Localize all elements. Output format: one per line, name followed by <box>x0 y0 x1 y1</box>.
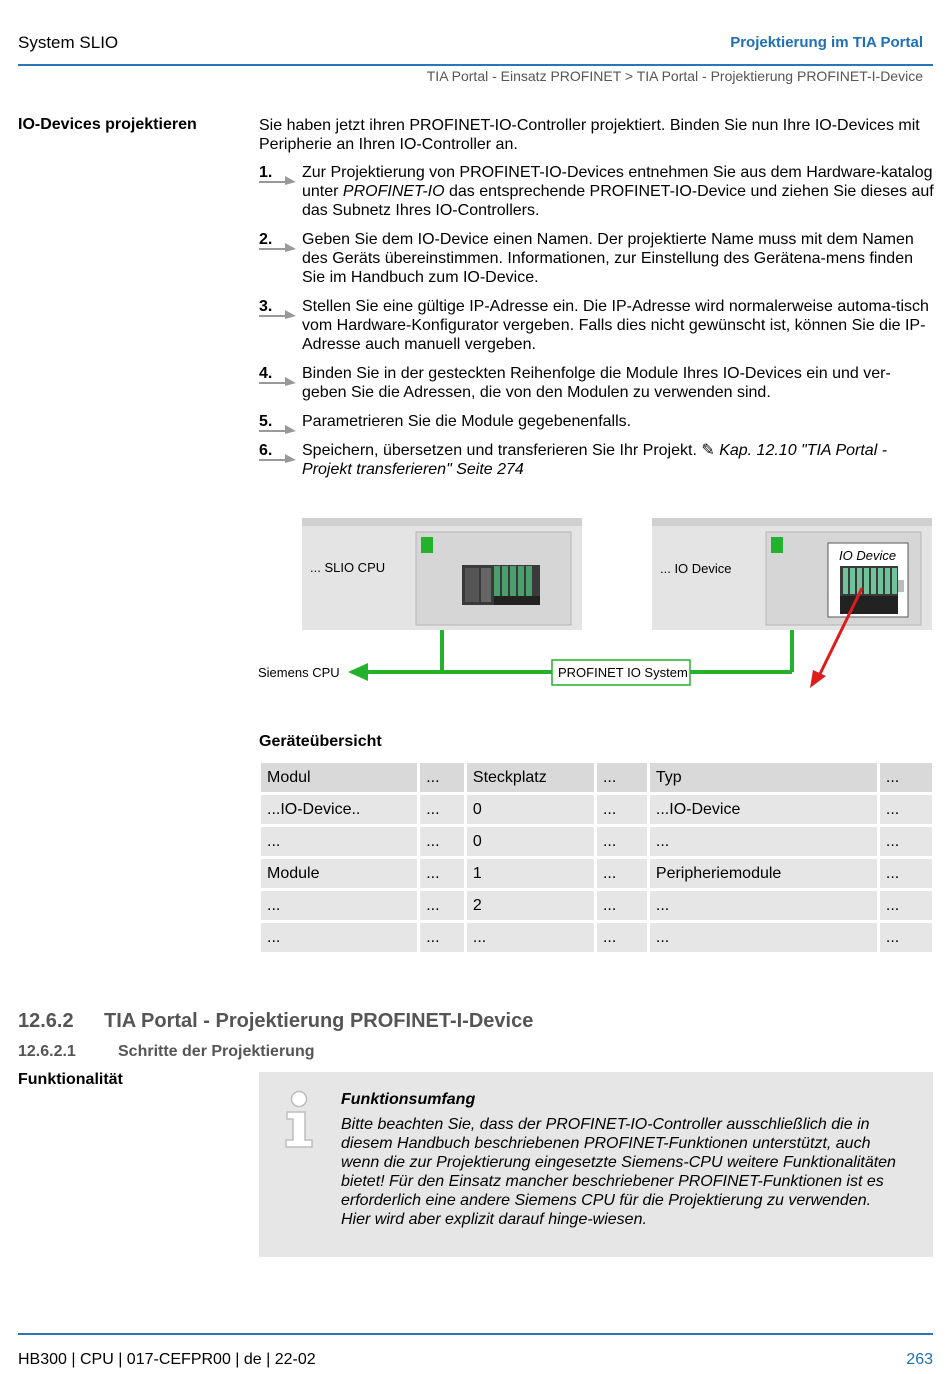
step-number: 5. <box>259 413 273 430</box>
table-row[interactable] <box>261 827 932 856</box>
step-emphasis: PROFINET-IO <box>342 183 445 200</box>
cell: ... <box>597 827 647 856</box>
cell: ... <box>420 827 464 856</box>
section-title: TIA Portal - Projektierung PROFINET-I-Device <box>104 1010 534 1032</box>
drag-arrow-head <box>810 670 826 688</box>
cell-steckplatz: 1 <box>467 859 594 888</box>
breadcrumb: TIA Portal - Einsatz PROFINET > TIA Portal - Projektierung PROFINET-I-Device <box>426 68 923 84</box>
step-text: Parametrieren Sie die Module gegebenenfalls. <box>302 413 632 430</box>
step-list <box>259 163 935 489</box>
step-6 <box>259 441 935 479</box>
cpu-panel-header <box>302 518 582 526</box>
step-number: 6. <box>259 442 273 459</box>
step-5 <box>259 412 935 431</box>
side-title-funktionalitaet: Funktionalität <box>18 1071 123 1088</box>
header-product: System SLIO <box>18 33 119 52</box>
cell: ... <box>880 859 932 888</box>
cell-steckplatz: 0 <box>467 827 594 856</box>
step-number: 3. <box>259 298 273 315</box>
cell: ... <box>880 795 932 824</box>
cell: ... <box>597 891 647 920</box>
step-text: das entsprechende PROFINET-IO-Device und ziehen Sie dieses auf das Subnetz Ihres IO-Controllers. <box>302 183 934 219</box>
step-2 <box>259 230 935 287</box>
step-text: Geben Sie dem IO-Device einen Namen. Der projektierte Name muss mit dem Namen des Geräts übereinstimmen. Informationen, zur Einstellung des Gerätena-mens finden Sie im Handbuch zum IO-Device. <box>302 231 914 286</box>
profinet-system-label: PROFINET IO System <box>558 665 688 680</box>
device-overview-table <box>258 760 935 955</box>
note-body: Bitte beachten Sie, dass der PROFINET-IO-Controller ausschließlich die in diesem Handbuch beschriebenen PROFINET-Funktionen unterstützt, auch wenn die zur Projektierung eingesetzte Siemens-CPU weitere Funktionalitäten bietet! Für den Einsatz mancher beschriebener PROFINET-Funktionen ist es erforderlich eine andere Siemens CPU für die Projektierung zu verwenden. Hier wird aber explizit darauf hinge-wiesen. <box>341 1116 896 1228</box>
step-arrow-icon <box>259 424 297 434</box>
cell: ... <box>420 891 464 920</box>
col-header-more[interactable]: ... <box>880 763 932 792</box>
col-header-typ[interactable]: Typ <box>650 763 877 792</box>
step-1 <box>259 163 935 220</box>
chapter-link[interactable]: Kap. 12.10 "TIA Portal - Projekt transferieren" Seite 274 <box>302 442 888 478</box>
step-number: 4. <box>259 365 273 382</box>
cell-modul: ...IO-Device.. <box>261 795 417 824</box>
col-header-more[interactable]: ... <box>420 763 464 792</box>
cell-typ: Peripheriemodule <box>650 859 877 888</box>
cell: ... <box>597 795 647 824</box>
col-header-steckplatz[interactable]: Steckplatz <box>467 763 594 792</box>
section-heading-12-6-2 <box>18 1010 533 1033</box>
subsection-number: 12.6.2.1 <box>18 1043 76 1060</box>
step-text: Stellen Sie eine gültige IP-Adresse ein. Die IP-Adresse wird normalerweise automa-tisch vom Hardware-Konfigurator vergeben. Falls dies nicht gewünscht ist, können Sie die IP-Adresse auch manuell vergeben. <box>302 298 929 353</box>
section-number: 12.6.2 <box>18 1010 74 1032</box>
device-overview-title: Geräteübersicht <box>259 733 382 750</box>
footer-document-id: HB300 | CPU | 017-CEFPR00 | de | 22-02 <box>18 1351 316 1368</box>
bus-arrow-head <box>348 663 368 681</box>
subsection-title: Schritte der Projektierung <box>118 1043 315 1060</box>
step-text: Binden Sie in der gesteckten Reihenfolge die Module Ihres IO-Devices ein und ver-geben Sie die Adressen, die von den Modulen zu verwenden sind. <box>302 365 891 401</box>
cell: ... <box>420 923 464 952</box>
io-module-icon <box>840 566 904 614</box>
step-text: Speichern, übersetzen und transferieren Sie Ihr Projekt. <box>302 442 702 459</box>
cell-steckplatz: 2 <box>467 891 594 920</box>
cell-typ: ... <box>650 923 877 952</box>
io-label: ... IO Device <box>660 561 732 576</box>
siemens-cpu-label: Siemens CPU <box>258 665 340 680</box>
cell-typ: ... <box>650 827 877 856</box>
cell-modul: ... <box>261 827 417 856</box>
profinet-diagram <box>250 510 940 720</box>
step-number: 2. <box>259 231 273 248</box>
step-4 <box>259 364 935 402</box>
cell: ... <box>420 795 464 824</box>
info-icon <box>281 1090 317 1150</box>
table-row[interactable] <box>261 891 932 920</box>
io-device-caption: IO Device <box>839 548 897 563</box>
note-title: Funktionsumfang <box>341 1091 476 1108</box>
page-number: 263 <box>906 1351 933 1368</box>
table-row[interactable] <box>261 795 932 824</box>
side-title-io-devices: IO-Devices projektieren <box>18 116 197 133</box>
cell-typ: ... <box>650 891 877 920</box>
cell-typ: ...IO-Device <box>650 795 877 824</box>
link-icon: ✎ <box>701 442 715 459</box>
cpu-module-icon <box>462 565 540 605</box>
step-arrow-icon <box>259 309 297 319</box>
footer-divider <box>18 1333 933 1335</box>
table-row[interactable] <box>261 923 932 952</box>
subsection-heading-12-6-2-1 <box>18 1043 315 1061</box>
col-header-modul[interactable]: Modul <box>261 763 417 792</box>
step-arrow-icon <box>259 242 297 252</box>
step-arrow-icon <box>259 376 297 386</box>
cpu-status-led <box>421 537 433 553</box>
cell: ... <box>420 859 464 888</box>
table-row[interactable] <box>261 859 932 888</box>
io-status-led <box>771 537 783 553</box>
col-header-more[interactable]: ... <box>597 763 647 792</box>
header-divider <box>18 64 933 66</box>
table-header-row <box>261 763 932 792</box>
cell-modul: ... <box>261 891 417 920</box>
step-text: Zur Projektierung von PROFINET-IO-Devices entnehmen Sie aus dem Hardware-katalog unter <box>302 164 933 200</box>
cell-steckplatz: ... <box>467 923 594 952</box>
cell: ... <box>880 827 932 856</box>
cpu-label: ... SLIO CPU <box>310 560 386 575</box>
header-chapter: Projektierung im TIA Portal <box>730 34 923 51</box>
cell-modul: Module <box>261 859 417 888</box>
info-note <box>259 1072 933 1257</box>
cell: ... <box>880 923 932 952</box>
cell: ... <box>880 891 932 920</box>
intro-paragraph: Sie haben jetzt ihren PROFINET-IO-Controller projektiert. Binden Sie nun Ihre IO-Devices mit Peripherie an Ihren IO-Controller an. <box>259 117 920 153</box>
cell: ... <box>597 923 647 952</box>
io-panel-header <box>652 518 932 526</box>
step-3 <box>259 297 935 354</box>
step-number: 1. <box>259 164 273 181</box>
cell-steckplatz: 0 <box>467 795 594 824</box>
step-arrow-icon <box>259 453 297 463</box>
cell-modul: ... <box>261 923 417 952</box>
cell: ... <box>597 859 647 888</box>
step-arrow-icon <box>259 175 297 185</box>
